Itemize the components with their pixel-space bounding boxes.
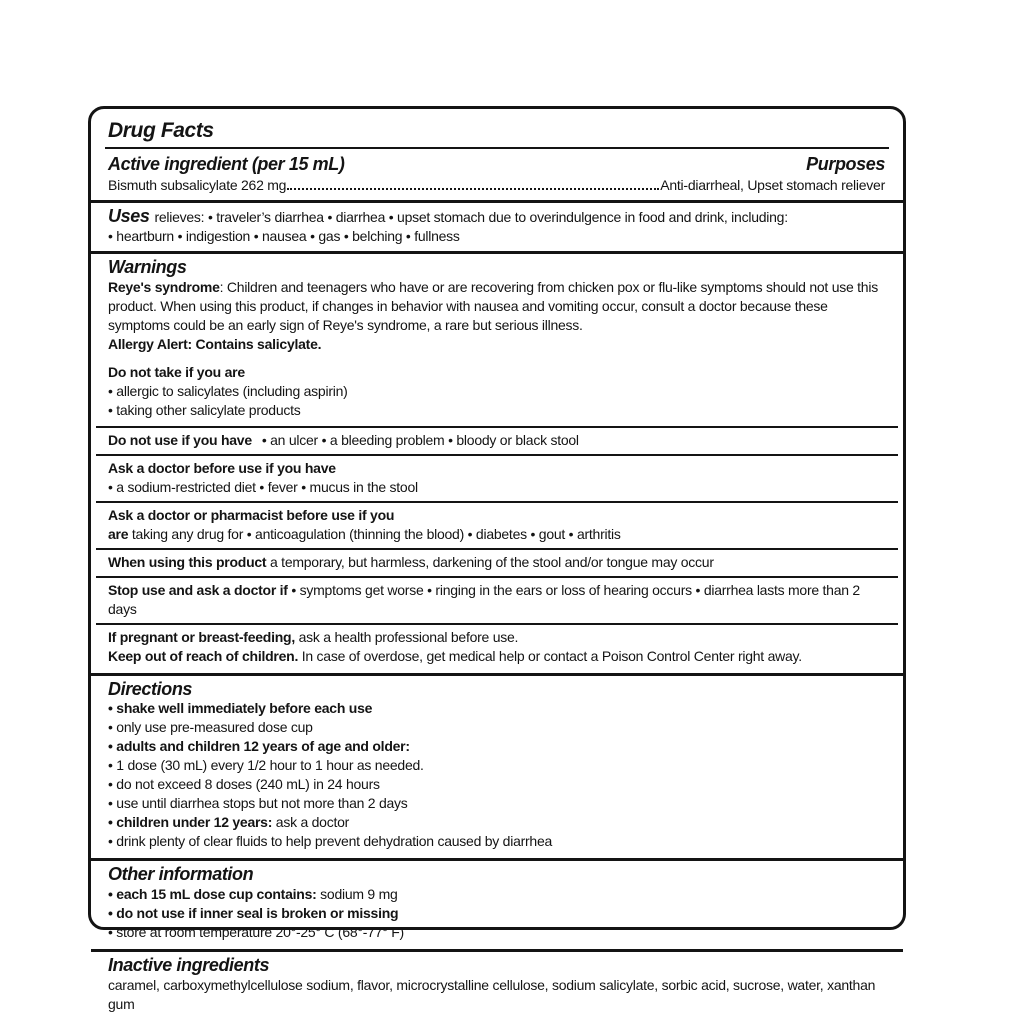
directions-item: • adults and children 12 years of age and older: [108, 738, 410, 755]
ask-doctor-subsection [91, 456, 903, 501]
other-information-heading: Other information [108, 864, 254, 885]
drug-facts-label [88, 106, 906, 1012]
ask-pharmacist-text: taking any drug for • anticoagulation (thinning the blood) • diabetes • gout • arthritis [128, 525, 621, 542]
other-information-section [91, 861, 903, 949]
pregnancy-subsection [91, 625, 903, 673]
pregnant-lead: If pregnant or breast-feeding, [108, 628, 295, 645]
directions-item: • use until diarrhea stops but not more than 2 days [108, 795, 408, 812]
ingredient-name: Bismuth subsalicylate 262 mg [108, 176, 287, 193]
inactive-ingredients-section [91, 952, 903, 1019]
other-info-item: • each 15 mL dose cup contains: sodium 9 mg [108, 885, 398, 902]
directions-item: • only use pre-measured dose cup [108, 719, 313, 736]
inactive-ingredients-text: caramel, carboxymethylcellulose sodium, flavor, microcrystalline cellulose, sodium salicylate, sorbic acid, sucrose, water, xanthan gum [108, 976, 876, 1012]
other-info-item: • store at room temperature 20°-25° C (68°-77° F) [108, 923, 404, 940]
pregnant-text: ask a health professional before use. [294, 628, 519, 645]
do-not-take-bullet-1: • allergic to salicylates (including aspirin) [108, 382, 348, 399]
directions-item: • children under 12 years: ask a doctor [108, 814, 350, 831]
do-not-use-lead: Do not use if you have [108, 431, 252, 448]
active-ingredient-heading: Active ingredient (per 15 mL) [108, 154, 345, 175]
allergy-alert: Allergy Alert: Contains salicylate. [108, 335, 322, 352]
ingredient-purpose: Anti-diarrheal, Upset stomach reliever [660, 176, 885, 193]
stop-use-subsection [91, 578, 903, 623]
ask-doctor-lead: Ask a doctor before use if you have [108, 459, 336, 476]
uses-section [91, 203, 903, 251]
directions-item: • drink plenty of clear fluids to help prevent dehydration caused by diarrhea [108, 833, 553, 850]
directions-item: • do not exceed 8 doses (240 mL) in 24 hours [108, 776, 380, 793]
ask-pharmacist-lead2: are [108, 525, 129, 542]
purposes-heading: Purposes [806, 154, 885, 175]
keep-out-text: In case of overdose, get medical help or contact a Poison Control Center right away. [298, 647, 802, 664]
reyes-lead: Reye's syndrome [108, 278, 220, 295]
directions-item: • 1 dose (30 mL) every 1/2 hour to 1 hour as needed. [108, 757, 424, 774]
ask-pharmacist-subsection [91, 503, 903, 548]
drug-facts-title: Drug Facts [108, 119, 214, 142]
directions-section [91, 676, 903, 859]
do-not-use-text: • an ulcer • a bleeding problem • bloody or black stool [261, 431, 579, 448]
directions-item: • shake well immediately before each use [108, 700, 373, 717]
active-ingredient-section [91, 149, 903, 200]
other-info-item: • do not use if inner seal is broken or missing [108, 904, 399, 921]
stop-use-lead: Stop use and ask a doctor if [108, 581, 288, 598]
warnings-section [91, 254, 903, 426]
warnings-heading: Warnings [108, 256, 187, 277]
ask-doctor-text: • a sodium-restricted diet • fever • mucus in the stool [108, 478, 418, 495]
do-not-take-lead: Do not take if you are [108, 363, 245, 380]
uses-heading: Uses [108, 205, 150, 226]
ask-pharmacist-lead: Ask a doctor or pharmacist before use if you [108, 506, 395, 523]
do-not-use-subsection [91, 428, 903, 454]
uses-intro: relieves: • traveler’s diarrhea • diarrhea • upset stomach due to overindulgence in food and drink, including: [154, 208, 788, 225]
keep-out-lead: Keep out of reach of children. [108, 647, 299, 664]
dotted-leader [287, 188, 659, 190]
when-using-subsection [91, 550, 903, 576]
do-not-take-bullet-2: • taking other salicylate products [108, 401, 301, 418]
uses-line1 [108, 206, 885, 227]
when-using-text: a temporary, but harmless, darkening of the stool and/or tongue may occur [266, 553, 714, 570]
reyes-paragraph: Reye's syndrome: Children and teenagers who have or are recovering from chicken pox or flu-like symptoms should not use this product. When using this product, if changes in behavior with nausea and vomiting occur, consult a doctor because these symptoms could be an early sign of Reye's syndrome, a rare but serious illness. [108, 278, 878, 333]
uses-line2: • heartburn • indigestion • nausea • gas • belching • fullness [108, 227, 460, 244]
when-using-lead: When using this product [108, 553, 267, 570]
stop-use-text: • symptoms get worse • ringing in the ears or loss of hearing occurs • diarrhea lasts more than 2 days [108, 581, 860, 617]
directions-heading: Directions [108, 678, 193, 699]
inactive-ingredients-heading: Inactive ingredients [108, 954, 270, 975]
